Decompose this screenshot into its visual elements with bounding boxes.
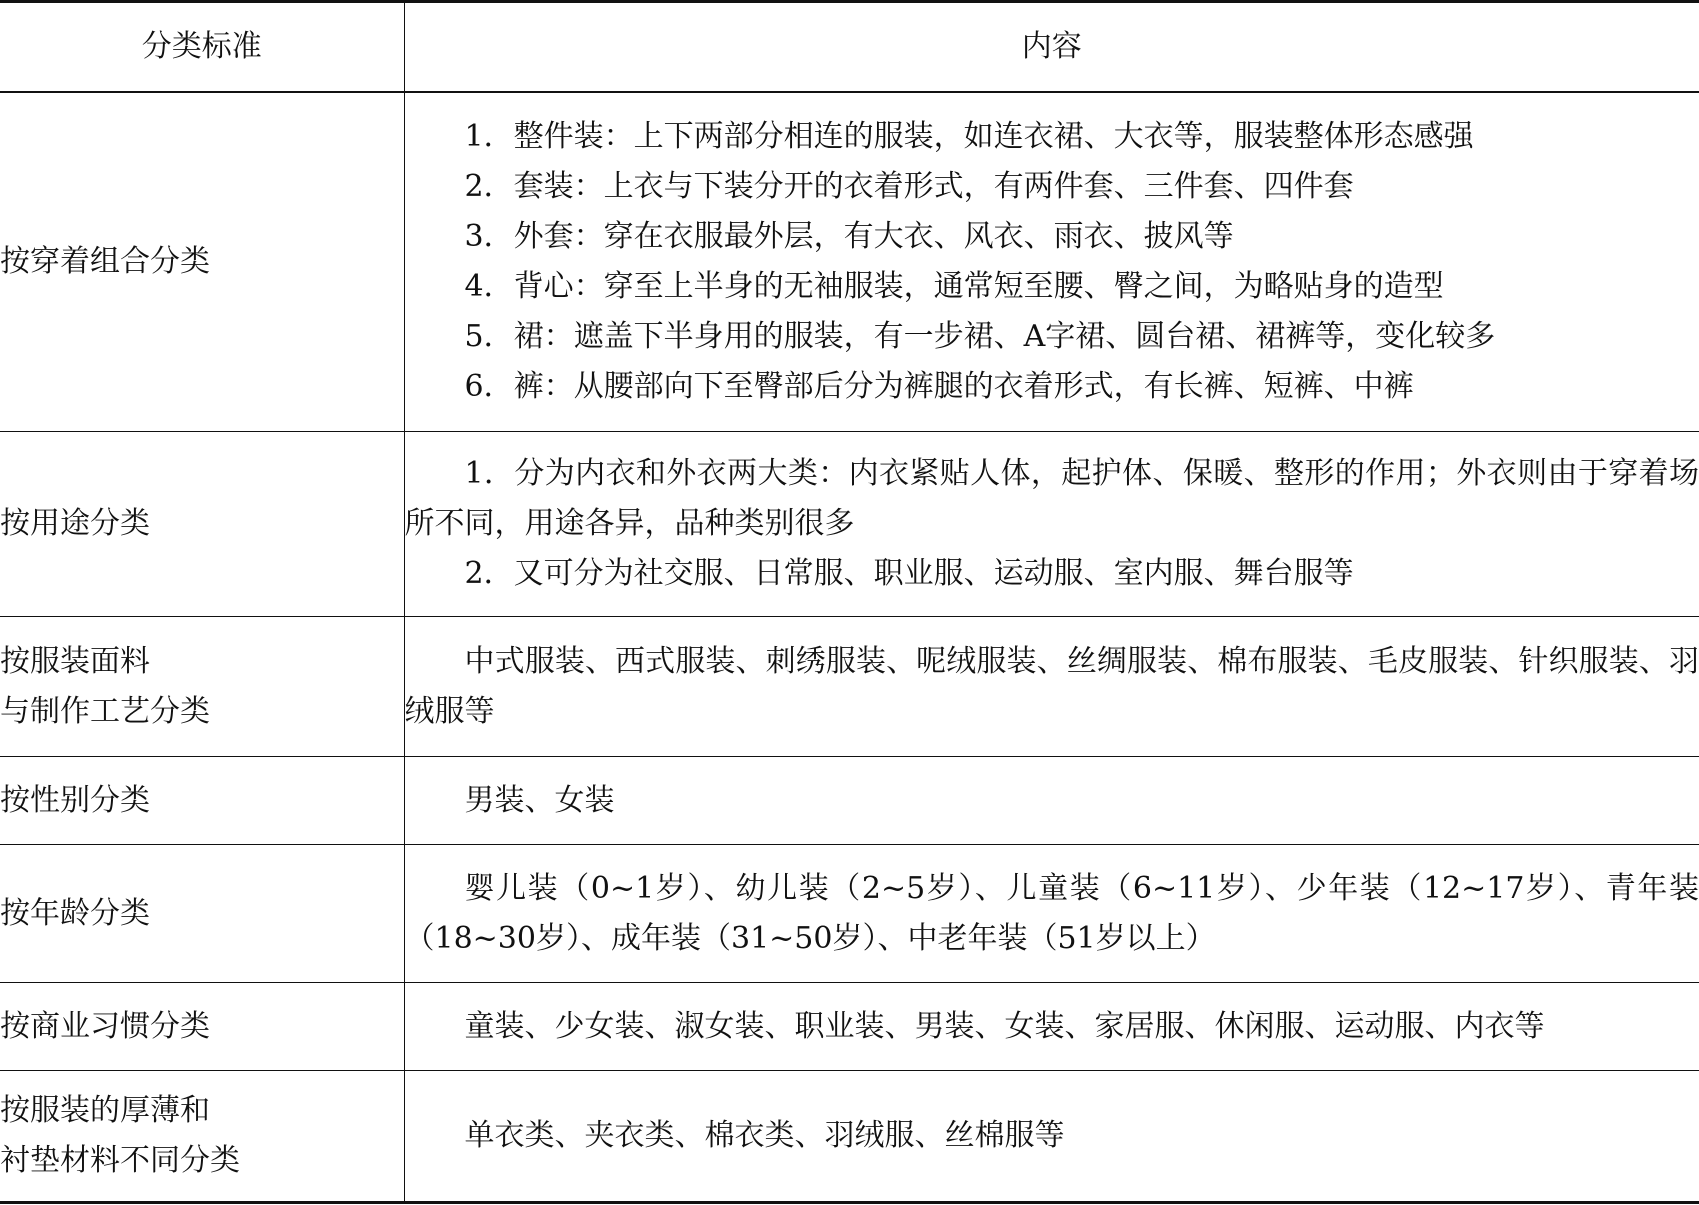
row-criterion — [0, 983, 404, 1071]
content-paragraph: 5．裙：遮盖下半身用的服装，有一步裙、A字裙、圆台裙、裙裤等，变化较多 — [464, 318, 1496, 354]
content-paragraph: 中式服装、西式服装、刺绣服装、呢绒服装、丝绸服装、棉布服装、毛皮服装、针织服装、羽绒服等 — [404, 643, 1699, 729]
row-content — [404, 757, 1699, 845]
criterion-line: 衬垫材料不同分类 — [0, 1143, 240, 1178]
row-criterion — [0, 845, 404, 983]
row-content — [404, 617, 1699, 757]
row-criterion — [0, 757, 404, 845]
criterion-line: 按服装面料 — [0, 643, 150, 679]
table-row — [0, 845, 1699, 983]
criterion-line: 按性别分类 — [0, 782, 150, 818]
row-content — [404, 1071, 1699, 1203]
header-content: 内容 — [404, 2, 1699, 92]
content-paragraph: 6．裤：从腰部向下至臀部后分为裤腿的衣着形式，有长裤、短裤、中裤 — [464, 368, 1414, 404]
table-row — [0, 432, 1699, 617]
table-header-row — [0, 2, 1699, 92]
content-paragraph: 单衣类、夹衣类、棉衣类、羽绒服、丝棉服等 — [464, 1118, 1065, 1153]
row-criterion — [0, 432, 404, 617]
content-paragraph: 婴儿装（0~1岁）、幼儿装（2~5岁）、儿童装（6~11岁）、少年装（12~17岁）、青年装（18~30岁）、成年装（31~50岁）、中老年装（51岁以上） — [404, 870, 1699, 956]
criterion-line: 按服装的厚薄和 — [0, 1093, 210, 1128]
criterion-line: 按年龄分类 — [0, 895, 150, 931]
table-row — [0, 1071, 1699, 1203]
table-row — [0, 617, 1699, 757]
table-row — [0, 757, 1699, 845]
content-paragraph: 4．背心：穿至上半身的无袖服装，通常短至腰、臀之间，为略贴身的造型 — [464, 268, 1444, 304]
content-paragraph: 男装、女装 — [464, 782, 615, 818]
content-paragraph: 1．整件装：上下两部分相连的服装，如连衣裙、大衣等，服装整体形态感强 — [464, 118, 1474, 154]
row-content — [404, 92, 1699, 432]
content-paragraph: 2．套装：上衣与下装分开的衣着形式，有两件套、三件套、四件套 — [464, 168, 1354, 204]
row-content — [404, 432, 1699, 617]
row-criterion — [0, 92, 404, 432]
criterion-line: 与制作工艺分类 — [0, 693, 210, 729]
criterion-line: 按商业习惯分类 — [0, 1008, 210, 1044]
content-paragraph: 3．外套：穿在衣服最外层，有大衣、风衣、雨衣、披风等 — [464, 218, 1234, 254]
content-paragraph: 2．又可分为社交服、日常服、职业服、运动服、室内服、舞台服等 — [464, 556, 1354, 591]
row-content — [404, 845, 1699, 983]
row-content — [404, 983, 1699, 1071]
criterion-line: 按穿着组合分类 — [0, 243, 210, 279]
table-row — [0, 92, 1699, 432]
table-row — [0, 983, 1699, 1071]
content-paragraph: 1．分为内衣和外衣两大类：内衣紧贴人体，起护体、保暖、整形的作用；外衣则由于穿着场所不同，用途各异，品种类别很多 — [404, 456, 1699, 541]
header-criterion: 分类标准 — [0, 2, 404, 92]
criterion-line: 按用途分类 — [0, 506, 150, 541]
row-criterion — [0, 1071, 404, 1203]
row-criterion — [0, 617, 404, 757]
content-paragraph: 童装、少女装、淑女装、职业装、男装、女装、家居服、休闲服、运动服、内衣等 — [464, 1008, 1545, 1044]
